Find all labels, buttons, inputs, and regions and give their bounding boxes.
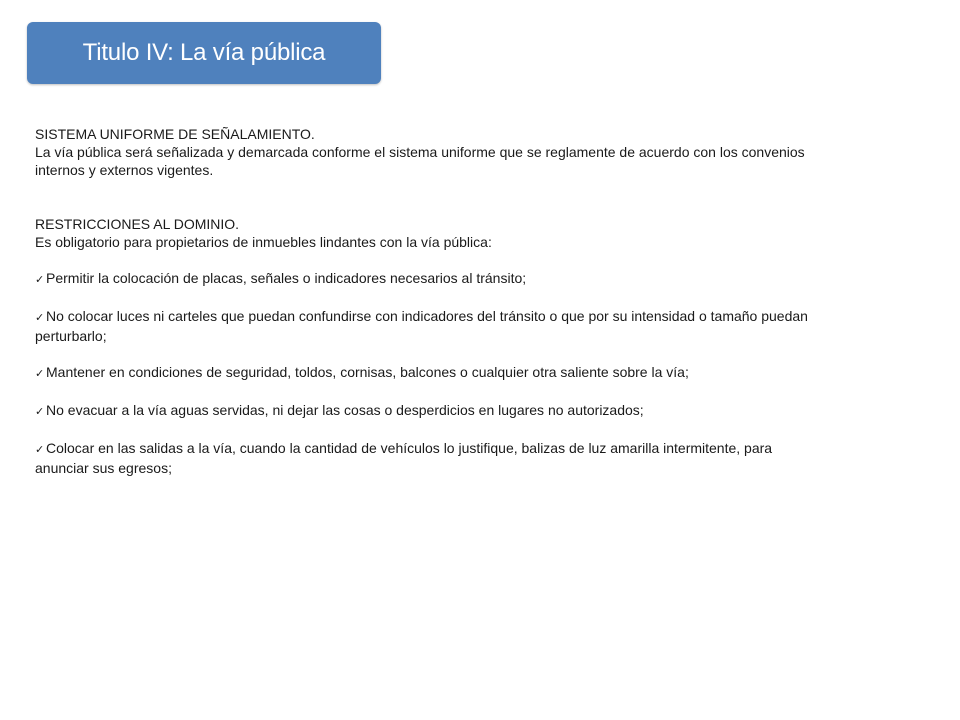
bullet-item [35, 269, 925, 289]
spacer [35, 251, 925, 269]
spacer [35, 383, 925, 401]
section-body-line: internos y externos vigentes. [35, 162, 214, 178]
bullet-text: No evacuar a la vía aguas servidas, ni dejar las cosas o desperdicios en lugares no autorizados; [46, 402, 644, 418]
section-body-line: La vía pública será señalizada y demarcada conforme el sistema uniforme que se reglamente de acuerdo con los convenios [35, 144, 805, 160]
bullet-text: Mantener en condiciones de seguridad, toldos, cornisas, balcones o cualquier otra saliente sobre la vía; [46, 364, 689, 380]
checkmark-icon: ✓ [35, 367, 45, 380]
bullet-item [35, 401, 925, 421]
bullet-text-continuation: perturbarlo; [35, 328, 107, 344]
checkmark-icon: ✓ [35, 405, 45, 418]
section-heading-restricciones: RESTRICCIONES AL DOMINIO. [35, 216, 240, 232]
checkmark-icon: ✓ [35, 443, 45, 456]
section-intro: Es obligatorio para propietarios de inmuebles lindantes con la vía pública: [35, 234, 492, 250]
bullet-text: No colocar luces ni carteles que puedan confundirse con indicadores del tránsito o que por su intensidad o tamaño puedan [46, 308, 808, 324]
spacer [35, 345, 925, 363]
checkmark-icon: ✓ [35, 311, 45, 324]
title-box [27, 22, 381, 84]
spacer [35, 179, 925, 215]
bullet-text-continuation: anunciar sus egresos; [35, 460, 172, 476]
bullet-text: Permitir la colocación de placas, señales o indicadores necesarios al tránsito; [46, 270, 527, 286]
spacer [35, 421, 925, 439]
slide-content [35, 125, 925, 477]
spacer [35, 289, 925, 307]
bullet-item [35, 439, 925, 459]
section-heading-senalamiento: SISTEMA UNIFORME DE SEÑALAMIENTO. [35, 126, 315, 142]
slide-title: Titulo IV: La vía pública [82, 39, 326, 66]
bullet-item [35, 363, 925, 383]
bullet-text: Colocar en las salidas a la vía, cuando la cantidad de vehículos lo justifique, balizas de luz amarilla intermitente, para [46, 440, 773, 456]
checkmark-icon: ✓ [35, 273, 45, 286]
bullet-item [35, 307, 925, 327]
